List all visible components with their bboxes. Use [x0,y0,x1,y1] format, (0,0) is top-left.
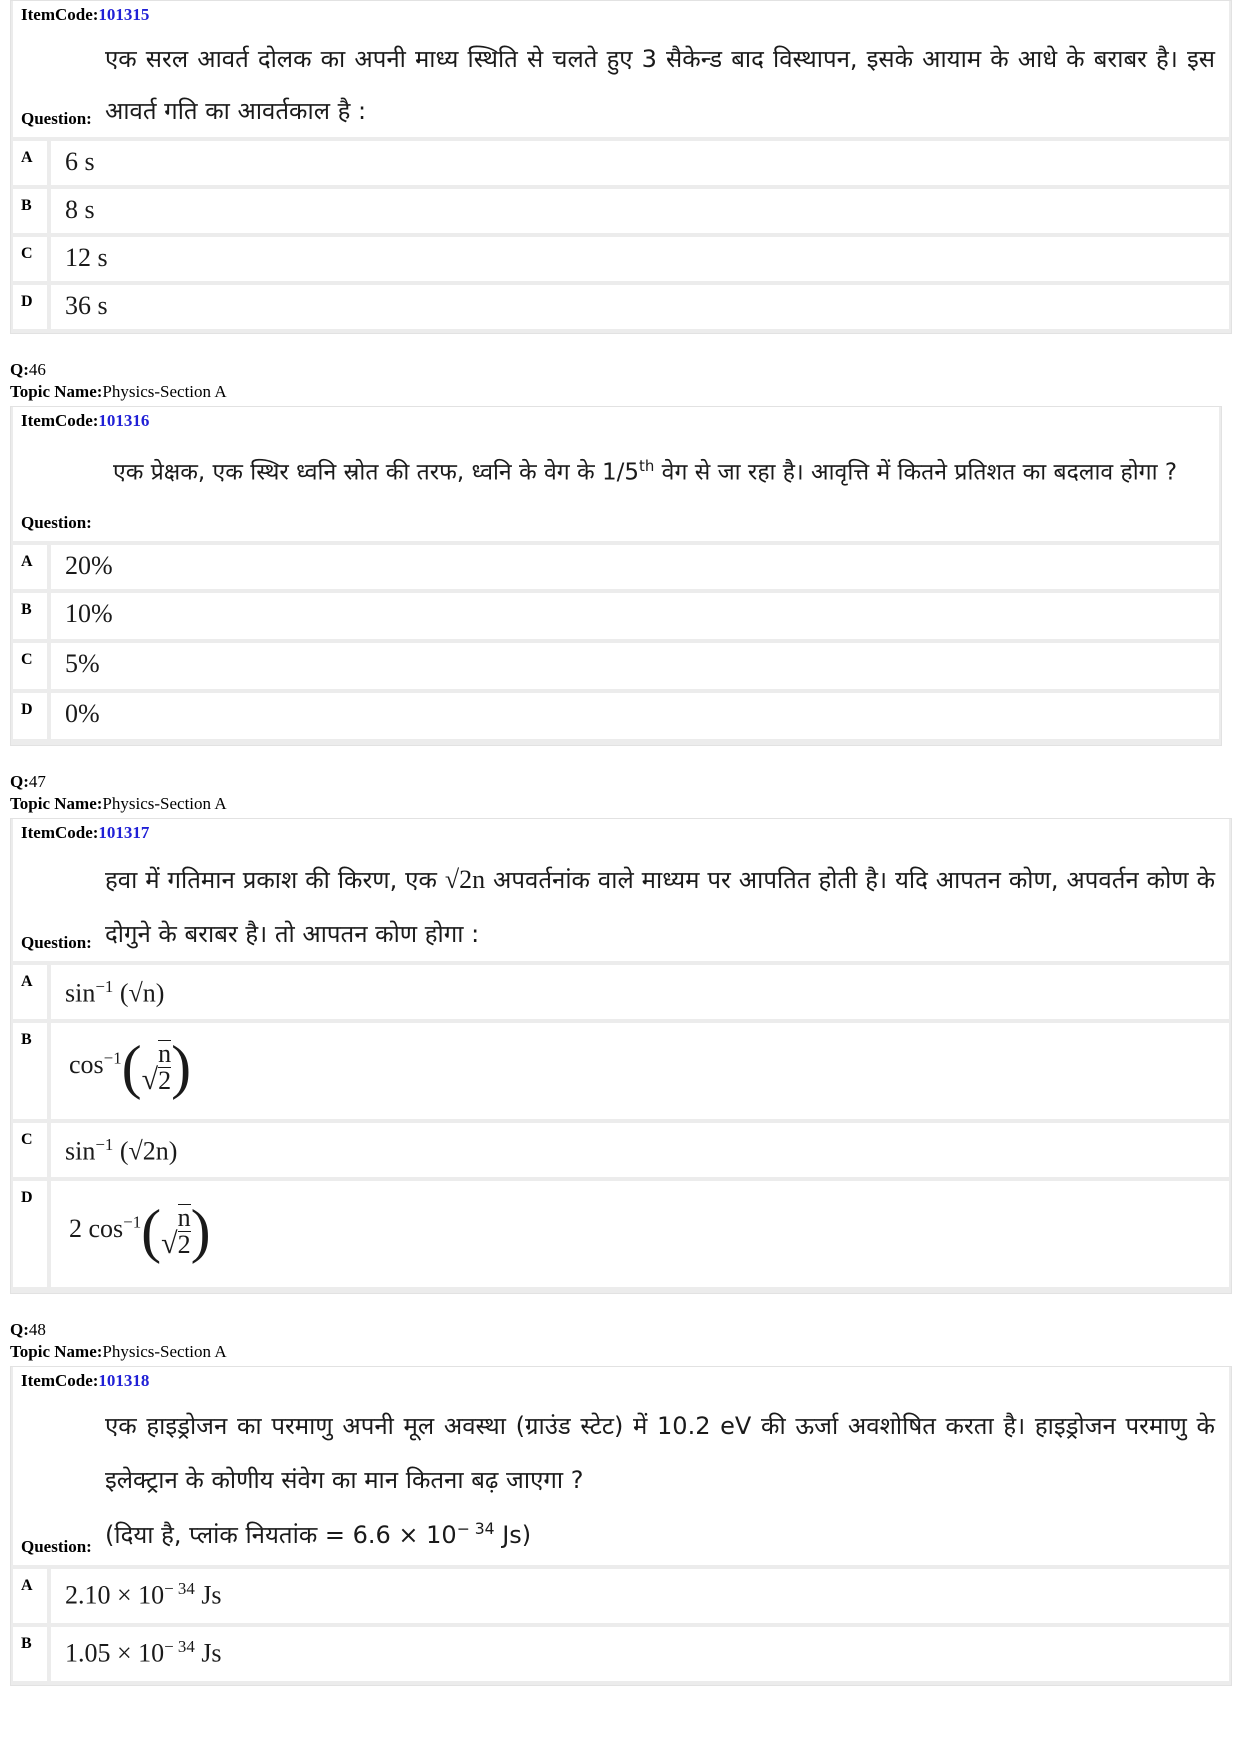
question-block-46 [10,406,1222,746]
option-value: $\sin^{-1} (√n)$ [65,977,165,1008]
option-value: $\sin^{-1} (√2n)$ [65,1135,178,1166]
option-value: 10% [65,599,113,628]
question-number: Q:46 [10,360,46,379]
question-text: हवा में गतिमान प्रकाश की किरण, एक √2n अपवर्तनांक वाले माध्यम पर आपतित होती है। यदि आपतन कोण, अपवर्तन कोण के दोगुने के बराबर है। तो आपतन कोण होगा : [105,865,1215,948]
option-letter: A [21,973,33,990]
question-label: Question: [21,513,92,532]
itemcode: ItemCode:101317 [21,823,150,842]
question-label: Question: [21,933,92,952]
itemcode: ItemCode:101318 [21,1371,150,1390]
question-text: एक प्रेक्षक, एक स्थिर ध्वनि स्रोत की तरफ, ध्वनि के वेग के 1/5th वेग से जा रहा है। आवृत्ति में कितने प्रतिशत का बदलाव होगा ? [113,457,1178,486]
option-a[interactable] [51,545,1219,589]
option-value: 0% [65,699,100,728]
option-letter: C [21,651,33,668]
option-b[interactable] [51,189,1229,233]
question-number: Q:48 [10,1320,46,1339]
question-number: Q:47 [10,772,46,791]
itemcode-row [13,407,1219,541]
option-value: 36 s [65,291,108,320]
option-letter: A [21,553,33,570]
option-letter: A [21,149,33,166]
itemcode-value: 101317 [98,823,150,842]
itemcode-value: 101316 [98,411,150,430]
itemcode-value: 101315 [98,5,150,24]
topic-name: Topic Name:Physics-Section A [10,382,227,401]
option-d[interactable] [51,285,1229,329]
question-block-47 [10,818,1232,1294]
option-c[interactable] [51,237,1229,281]
option-value: 2 $\cos^{-1}(√$ $\frac{n}{2}$ ) [69,1198,211,1264]
option-value: $1.05 \times 10^{- 34}$ Js [65,1637,222,1668]
itemcode-value: 101318 [98,1371,150,1390]
question-label: Question: [21,109,92,128]
sqrt-fraction: √ $\frac{n}{2}$ [161,1202,191,1260]
option-a[interactable] [51,1569,1229,1623]
option-letter: C [21,1131,33,1148]
option-c[interactable] [51,643,1219,689]
question-text: एक सरल आवर्त दोलक का अपनी माध्य स्थिति से चलते हुए 3 सैकेन्ड बाद विस्थापन, इसके आयाम के आधे के बराबर है। इस आवर्त गति का आवर्तकाल है : [105,45,1215,125]
sqrt-2n: √2n [444,865,486,894]
option-letter: B [21,601,32,618]
option-b[interactable] [51,593,1219,639]
option-letter: D [21,1189,33,1206]
option-b[interactable] [51,1023,1229,1119]
option-c[interactable] [51,1123,1229,1177]
question-block-45 [10,0,1232,334]
option-value: 5% [65,649,100,678]
option-letter: B [21,1635,32,1652]
option-letter: A [21,1577,33,1594]
itemcode-row [13,1,1229,137]
itemcode-row [13,819,1229,961]
option-value: $2.10 \times 10^{- 34}$ Js [65,1579,222,1610]
sqrt-fraction: √ $\frac{n}{2}$ [141,1038,172,1096]
option-value: 12 s [65,243,108,272]
option-letter: B [21,197,32,214]
option-value: 8 s [65,195,95,224]
topic-name: Topic Name:Physics-Section A [10,794,227,813]
question-text: एक हाइड्रोजन का परमाणु अपनी मूल अवस्था (ग्राउंड स्टेट) में 10.2 eV की ऊर्जा अवशोषित करता है। हाइड्रोजन परमाणु के इलेक्ट्रान के कोणीय संवेग का मान कितना बढ़ जाएगा ? [105,1412,1215,1494]
option-b[interactable] [51,1627,1229,1681]
option-value: $\cos^{-1}(√$ $\frac{n}{2}$ ) [69,1034,192,1100]
option-value: 6 s [65,147,95,176]
question-given: (दिया है, प्लांक नियतांक = $6.6 \times 10^{- 34}$ Js) [105,1520,532,1549]
option-a[interactable] [51,141,1229,185]
question-block-48 [10,1366,1232,1686]
option-letter: D [21,293,33,310]
topic-name: Topic Name:Physics-Section A [10,1342,227,1361]
option-d[interactable] [51,1181,1229,1287]
option-value: 20% [65,551,113,580]
itemcode: ItemCode:101315 [21,5,150,24]
itemcode-row [13,1367,1229,1565]
itemcode: ItemCode:101316 [21,411,150,430]
option-letter: D [21,701,33,718]
option-letter: B [21,1031,32,1048]
question-label: Question: [21,1537,92,1556]
option-letter: C [21,245,33,262]
option-a[interactable] [51,965,1229,1019]
option-d[interactable] [51,693,1219,739]
